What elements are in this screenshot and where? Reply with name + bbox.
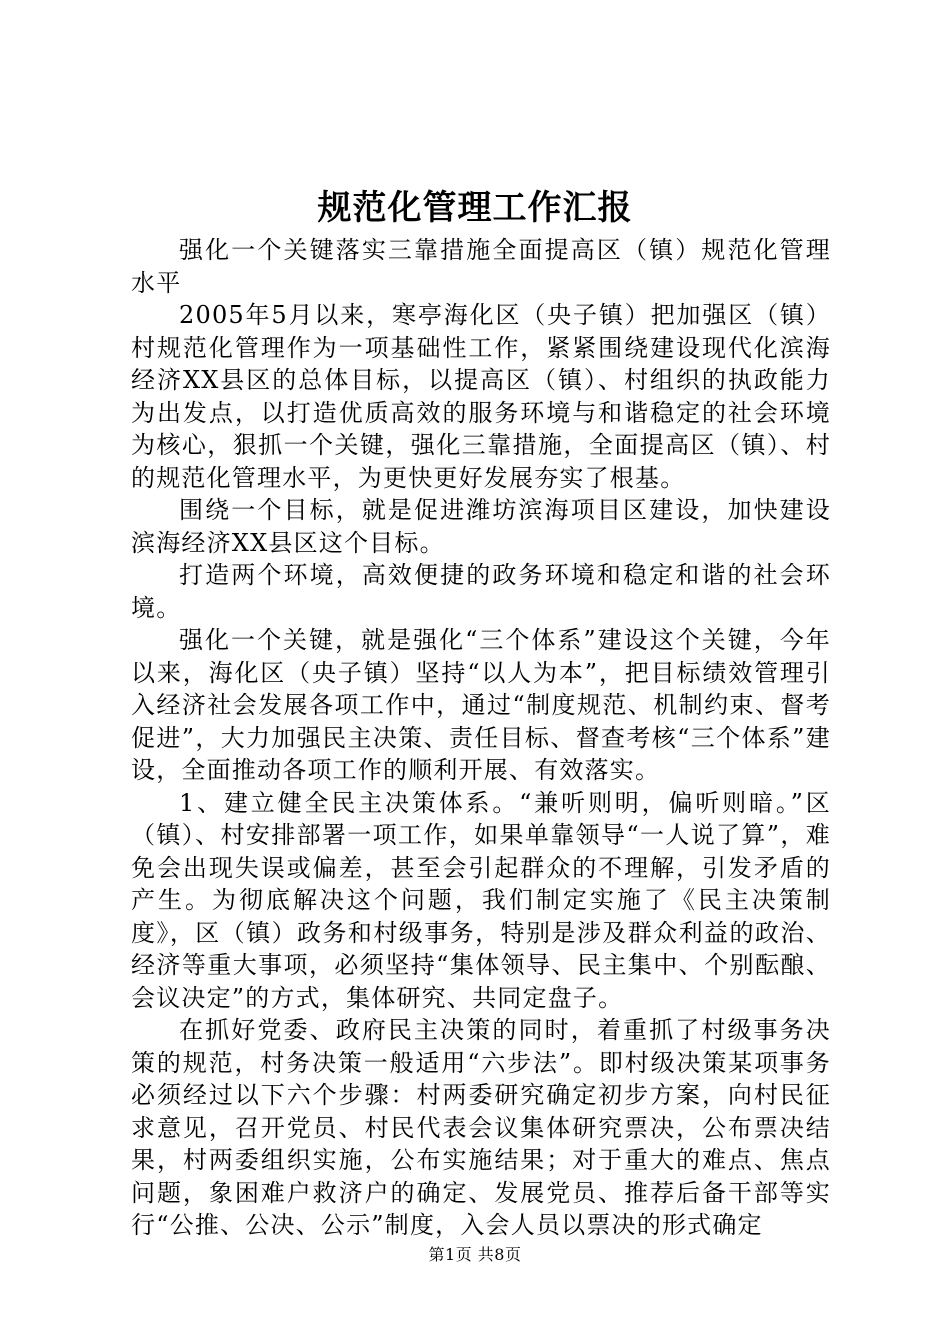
document-body: [131, 234, 831, 1242]
page-number-footer: 第1页 共8页: [428, 1245, 522, 1264]
paragraph-village-decision: 在抓好党委、政府民主决策的同时，着重抓了村级事务决策的规范，村务决策一般适用“六步法”。即村级决策某项事务必须经过以下六个步骤：村两委研究确定初步方案，向村民征求意见，召开党员、村民代表会议集体研究票决，公布票决结果，村两委组织实施，公布实施结果；对于重大的难点、焦点问题，象困难户救济户的确定、发展党员、推荐后备干部等实行“公推、公决、公示”制度，入会人员以票决的形式确定: [131, 1016, 831, 1239]
paragraph-subtitle: 强化一个关键落实三靠措施全面提高区（镇）规范化管理水平: [131, 236, 831, 297]
paragraph-decision-system: 1、建立健全民主决策体系。“兼听则明，偏听则暗。”区（镇）、村安排部署一项工作，如果单靠领导“一人说了算”，难免会出现失误或偏差，甚至会引起群众的不理解，引发矛盾的产生。为彻底解决这个问题，我们制定实施了《民主决策制度》，区（镇）政务和村级事务，特别是涉及群众利益的政治、经济等重大事项，必须坚持“集体领导、民主集中、个别酝酿、会议决定”的方式，集体研究、共同定盘子。: [131, 788, 831, 1012]
paragraph-intro: 2005年5月以来，寒亭海化区（央子镇）把加强区（镇）村规范化管理作为一项基础性工作，紧紧围绕建设现代化滨海经济XX县区的总体目标，以提高区（镇）、村组织的执政能力为出发点，以打造优质高效的服务环境与和谐稳定的社会环境为核心，狠抓一个关键，强化三靠措施，全面提高区（镇）、村的规范化管理水平，为更快更好发展夯实了根基。: [131, 301, 831, 492]
paragraph-environments: 打造两个环境，高效便捷的政务环境和稳定和谐的社会环境。: [131, 561, 831, 622]
paragraph-key: 强化一个关键，就是强化“三个体系”建设这个关键，今年以来，海化区（央子镇）坚持“以人为本”，把目标绩效管理引入经济社会发展各项工作中，通过“制度规范、机制约束、督考促进”，大力加强民主决策、责任目标、督查考核“三个体系”建设，全面推动各项工作的顺利开展、有效落实。: [131, 626, 831, 784]
paragraph-goal: 围绕一个目标，就是促进潍坊滨海项目区建设，加快建设滨海经济XX县区这个目标。: [131, 496, 831, 557]
document-title: 规范化管理工作汇报: [317, 188, 633, 228]
